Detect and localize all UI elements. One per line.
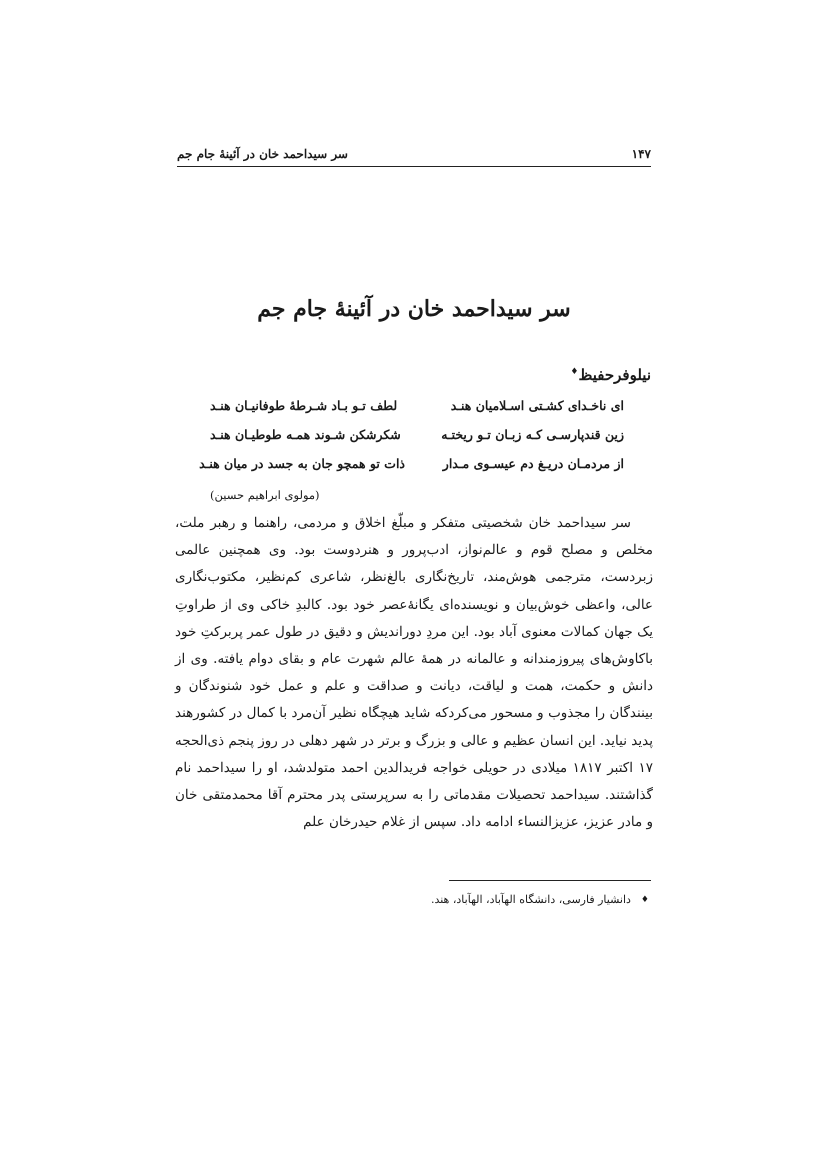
diamond-icon: ♦: [640, 894, 649, 905]
author-name: نیلوفرحفیظ: [578, 366, 651, 384]
footnote-rule: [449, 880, 651, 881]
poem-verse: [199, 456, 624, 485]
body-text: [175, 510, 653, 836]
poem-source: (مولوی ابراهیم حسین): [210, 488, 320, 502]
footnote: [431, 893, 649, 906]
running-header: [177, 142, 651, 166]
hemistich-first: ای ناخـدای کشـتی اسـلامیان هنـد: [450, 398, 624, 413]
hemistich-second: ذات تو همچو جان به جسد در میان هنـد: [199, 456, 405, 471]
hemistich-first: زین قندپارسـی کـه زبـان تـو ریختـه: [441, 427, 624, 442]
hemistich-second: شکرشکن شـوند همـه طوطیـان هنـد: [210, 427, 401, 442]
body-paragraph: سر سیداحمد خان شخصیتی متفکر و مبلّغ اخلاق و مردمی، راهنما و رهبر ملت، مخلص و مصلح قوم و عالم‌نواز، ادب‌پرور و هنردوست بود. وی همچنین عالمی زبردست، مترجمی هوش‌مند، تاریخ‌نگاری بالغ‌نظر، شاعری کم‌نظیر، مکتوب‌نگاری عالی، واعظی خوش‌بیان و نویسنده‌ای یگانهٔ‌عصر خود بود. کالبدِ خاکی وی از طراوتِ یک جهان کمالات معنوی آباد بود. این مردِ دورانديش و دقیق در طول عمر پربرکتِ خود باکاوش‌های پیروزمندانه و عالمانه در همهٔ عالم شهرت عام و بقای دوام یافته. وی از دانش و حکمت، همت و لیاقت، دیانت و صداقت و علم و عمل خود شنوندگان و بینندگان را مجذوب و مسحور می‌کردکه شاید هیچگاه نظیر آن‌مرد با کمال در کشورهند پدید نیاید. این انسان عظیم و عالی و بزرگ و برتر در شهر دهلی در روز پنجم ذی‌الحجه ۱۷ اکتبر ۱۸۱۷ میلادی در حویلی خواجه فریدالدین احمد متولدشد، او را سیداحمد نام گذاشتند. سیداحمد تحصیلات مقدماتی را به سرپرستی پدر محترم آقا محمدمتقی خان و مادر عزیز، عزیزالنساء ادامه داد. سپس از غلام حیدرخان علم: [175, 515, 653, 831]
running-title: سر سیداحمد خان در آئینهٔ جام جم: [177, 147, 348, 161]
header-rule: [177, 166, 651, 167]
author-footnote-mark: ♦: [570, 367, 579, 377]
poem-verse: [210, 427, 624, 456]
hemistich-second: لطف تـو بـاد شـرطهٔ طوفانیـان هنـد: [210, 398, 398, 413]
author-line: [570, 366, 651, 384]
footnote-text: دانشیار فارسی، دانشگاه الهآباد، الهآباد، هند.: [430, 893, 631, 906]
poem-verse: [210, 398, 624, 427]
hemistich-first: از مردمـان دریـغ دم عیسـوی مـدار: [442, 456, 624, 471]
epigraph-poem: [199, 398, 624, 485]
page-number: ۱۴۷: [631, 147, 651, 161]
article-title: سر سیداحمد خان در آئینهٔ جام جم: [257, 296, 571, 322]
